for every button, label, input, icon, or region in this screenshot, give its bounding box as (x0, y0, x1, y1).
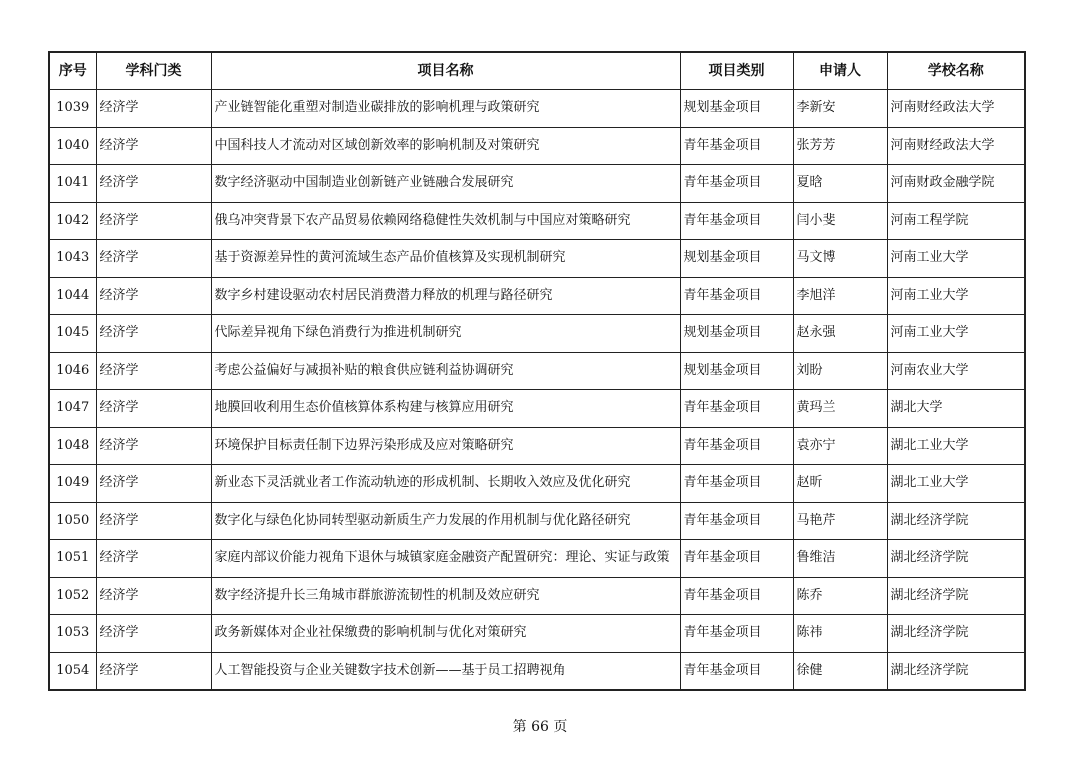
cell-project-category: 青年基金项目 (680, 652, 793, 690)
cell-applicant: 赵昕 (793, 465, 887, 503)
cell-project-name: 代际差异视角下绿色消费行为推进机制研究 (211, 315, 680, 353)
cell-serial-number: 1050 (49, 502, 96, 540)
cell-school-name: 湖北经济学院 (887, 577, 1025, 615)
cell-serial-number: 1045 (49, 315, 96, 353)
cell-applicant: 刘盼 (793, 352, 887, 390)
cell-project-category: 青年基金项目 (680, 390, 793, 428)
cell-project-name: 数字经济提升长三角城市群旅游流韧性的机制及效应研究 (211, 577, 680, 615)
cell-serial-number: 1052 (49, 577, 96, 615)
header-applicant: 申请人 (793, 52, 887, 90)
cell-project-name: 地膜回收利用生态价值核算体系构建与核算应用研究 (211, 390, 680, 428)
cell-project-category: 青年基金项目 (680, 615, 793, 653)
cell-discipline: 经济学 (96, 502, 211, 540)
cell-school-name: 河南财政金融学院 (887, 165, 1025, 203)
header-project-name: 项目名称 (211, 52, 680, 90)
table-row (49, 202, 1025, 240)
cell-project-name: 俄乌冲突背景下农产品贸易依赖网络稳健性失效机制与中国应对策略研究 (211, 202, 680, 240)
cell-project-name: 数字化与绿色化协同转型驱动新质生产力发展的作用机制与优化路径研究 (211, 502, 680, 540)
header-school-name: 学校名称 (887, 52, 1025, 90)
cell-discipline: 经济学 (96, 652, 211, 690)
cell-project-category: 青年基金项目 (680, 465, 793, 503)
cell-project-category: 规划基金项目 (680, 240, 793, 278)
table-row (49, 652, 1025, 690)
cell-discipline: 经济学 (96, 427, 211, 465)
table-row (49, 352, 1025, 390)
cell-school-name: 河南财经政法大学 (887, 127, 1025, 165)
cell-discipline: 经济学 (96, 540, 211, 578)
cell-serial-number: 1049 (49, 465, 96, 503)
cell-project-category: 青年基金项目 (680, 577, 793, 615)
cell-applicant: 马艳芹 (793, 502, 887, 540)
cell-project-name: 环境保护目标责任制下边界污染形成及应对策略研究 (211, 427, 680, 465)
cell-serial-number: 1044 (49, 277, 96, 315)
table-row (49, 577, 1025, 615)
cell-project-category: 规划基金项目 (680, 352, 793, 390)
cell-project-category: 青年基金项目 (680, 165, 793, 203)
table-row (49, 90, 1025, 128)
cell-project-category: 青年基金项目 (680, 277, 793, 315)
cell-applicant: 马文博 (793, 240, 887, 278)
table-row (49, 165, 1025, 203)
cell-project-name: 数字经济驱动中国制造业创新链产业链融合发展研究 (211, 165, 680, 203)
cell-serial-number: 1046 (49, 352, 96, 390)
cell-serial-number: 1040 (49, 127, 96, 165)
cell-school-name: 湖北工业大学 (887, 427, 1025, 465)
cell-project-category: 青年基金项目 (680, 502, 793, 540)
cell-applicant: 鲁维洁 (793, 540, 887, 578)
table-row (49, 502, 1025, 540)
cell-applicant: 李新安 (793, 90, 887, 128)
cell-discipline: 经济学 (96, 390, 211, 428)
table-row (49, 315, 1025, 353)
cell-project-name: 人工智能投资与企业关键数字技术创新——基于员工招聘视角 (211, 652, 680, 690)
cell-serial-number: 1041 (49, 165, 96, 203)
cell-discipline: 经济学 (96, 465, 211, 503)
cell-discipline: 经济学 (96, 277, 211, 315)
cell-school-name: 湖北大学 (887, 390, 1025, 428)
project-list-table (48, 51, 1026, 691)
cell-project-name: 产业链智能化重塑对制造业碳排放的影响机理与政策研究 (211, 90, 680, 128)
cell-project-category: 青年基金项目 (680, 540, 793, 578)
cell-school-name: 河南工业大学 (887, 240, 1025, 278)
table-header-row (49, 52, 1025, 90)
cell-project-name: 中国科技人才流动对区域创新效率的影响机制及对策研究 (211, 127, 680, 165)
page-number: 第 66 页 (512, 719, 568, 735)
cell-applicant: 夏晗 (793, 165, 887, 203)
cell-project-name: 新业态下灵活就业者工作流动轨迹的形成机制、长期收入效应及优化研究 (211, 465, 680, 503)
cell-serial-number: 1048 (49, 427, 96, 465)
cell-discipline: 经济学 (96, 577, 211, 615)
cell-project-category: 青年基金项目 (680, 427, 793, 465)
cell-applicant: 李旭洋 (793, 277, 887, 315)
cell-project-name: 数字乡村建设驱动农村居民消费潜力释放的机理与路径研究 (211, 277, 680, 315)
table-row (49, 277, 1025, 315)
cell-applicant: 陈祎 (793, 615, 887, 653)
cell-project-name: 家庭内部议价能力视角下退休与城镇家庭金融资产配置研究：理论、实证与政策 (211, 540, 680, 578)
table-row (49, 240, 1025, 278)
cell-serial-number: 1053 (49, 615, 96, 653)
table-row (49, 465, 1025, 503)
cell-serial-number: 1047 (49, 390, 96, 428)
cell-discipline: 经济学 (96, 127, 211, 165)
cell-school-name: 湖北经济学院 (887, 652, 1025, 690)
cell-school-name: 湖北经济学院 (887, 540, 1025, 578)
cell-applicant: 赵永强 (793, 315, 887, 353)
cell-project-category: 规划基金项目 (680, 90, 793, 128)
cell-school-name: 河南工程学院 (887, 202, 1025, 240)
cell-serial-number: 1043 (49, 240, 96, 278)
cell-applicant: 陈乔 (793, 577, 887, 615)
header-project-category: 项目类别 (680, 52, 793, 90)
table-row (49, 540, 1025, 578)
table-row (49, 427, 1025, 465)
cell-school-name: 河南工业大学 (887, 277, 1025, 315)
cell-project-category: 青年基金项目 (680, 202, 793, 240)
cell-applicant: 徐健 (793, 652, 887, 690)
table-row (49, 127, 1025, 165)
cell-school-name: 湖北工业大学 (887, 465, 1025, 503)
cell-discipline: 经济学 (96, 315, 211, 353)
cell-applicant: 闫小斐 (793, 202, 887, 240)
cell-discipline: 经济学 (96, 202, 211, 240)
cell-applicant: 黄玛兰 (793, 390, 887, 428)
cell-project-name: 基于资源差异性的黄河流域生态产品价值核算及实现机制研究 (211, 240, 680, 278)
cell-applicant: 袁亦宁 (793, 427, 887, 465)
cell-discipline: 经济学 (96, 90, 211, 128)
table-row (49, 615, 1025, 653)
header-serial-number: 序号 (49, 52, 96, 90)
cell-school-name: 湖北经济学院 (887, 615, 1025, 653)
cell-serial-number: 1054 (49, 652, 96, 690)
cell-school-name: 河南工业大学 (887, 315, 1025, 353)
table-row (49, 390, 1025, 428)
cell-serial-number: 1039 (49, 90, 96, 128)
cell-discipline: 经济学 (96, 352, 211, 390)
cell-school-name: 河南农业大学 (887, 352, 1025, 390)
cell-project-category: 规划基金项目 (680, 315, 793, 353)
cell-school-name: 湖北经济学院 (887, 502, 1025, 540)
cell-discipline: 经济学 (96, 240, 211, 278)
cell-project-name: 政务新媒体对企业社保缴费的影响机制与优化对策研究 (211, 615, 680, 653)
header-discipline: 学科门类 (96, 52, 211, 90)
cell-serial-number: 1051 (49, 540, 96, 578)
cell-project-name: 考虑公益偏好与减损补贴的粮食供应链利益协调研究 (211, 352, 680, 390)
cell-project-category: 青年基金项目 (680, 127, 793, 165)
cell-discipline: 经济学 (96, 615, 211, 653)
cell-school-name: 河南财经政法大学 (887, 90, 1025, 128)
cell-applicant: 张芳芳 (793, 127, 887, 165)
cell-discipline: 经济学 (96, 165, 211, 203)
cell-serial-number: 1042 (49, 202, 96, 240)
